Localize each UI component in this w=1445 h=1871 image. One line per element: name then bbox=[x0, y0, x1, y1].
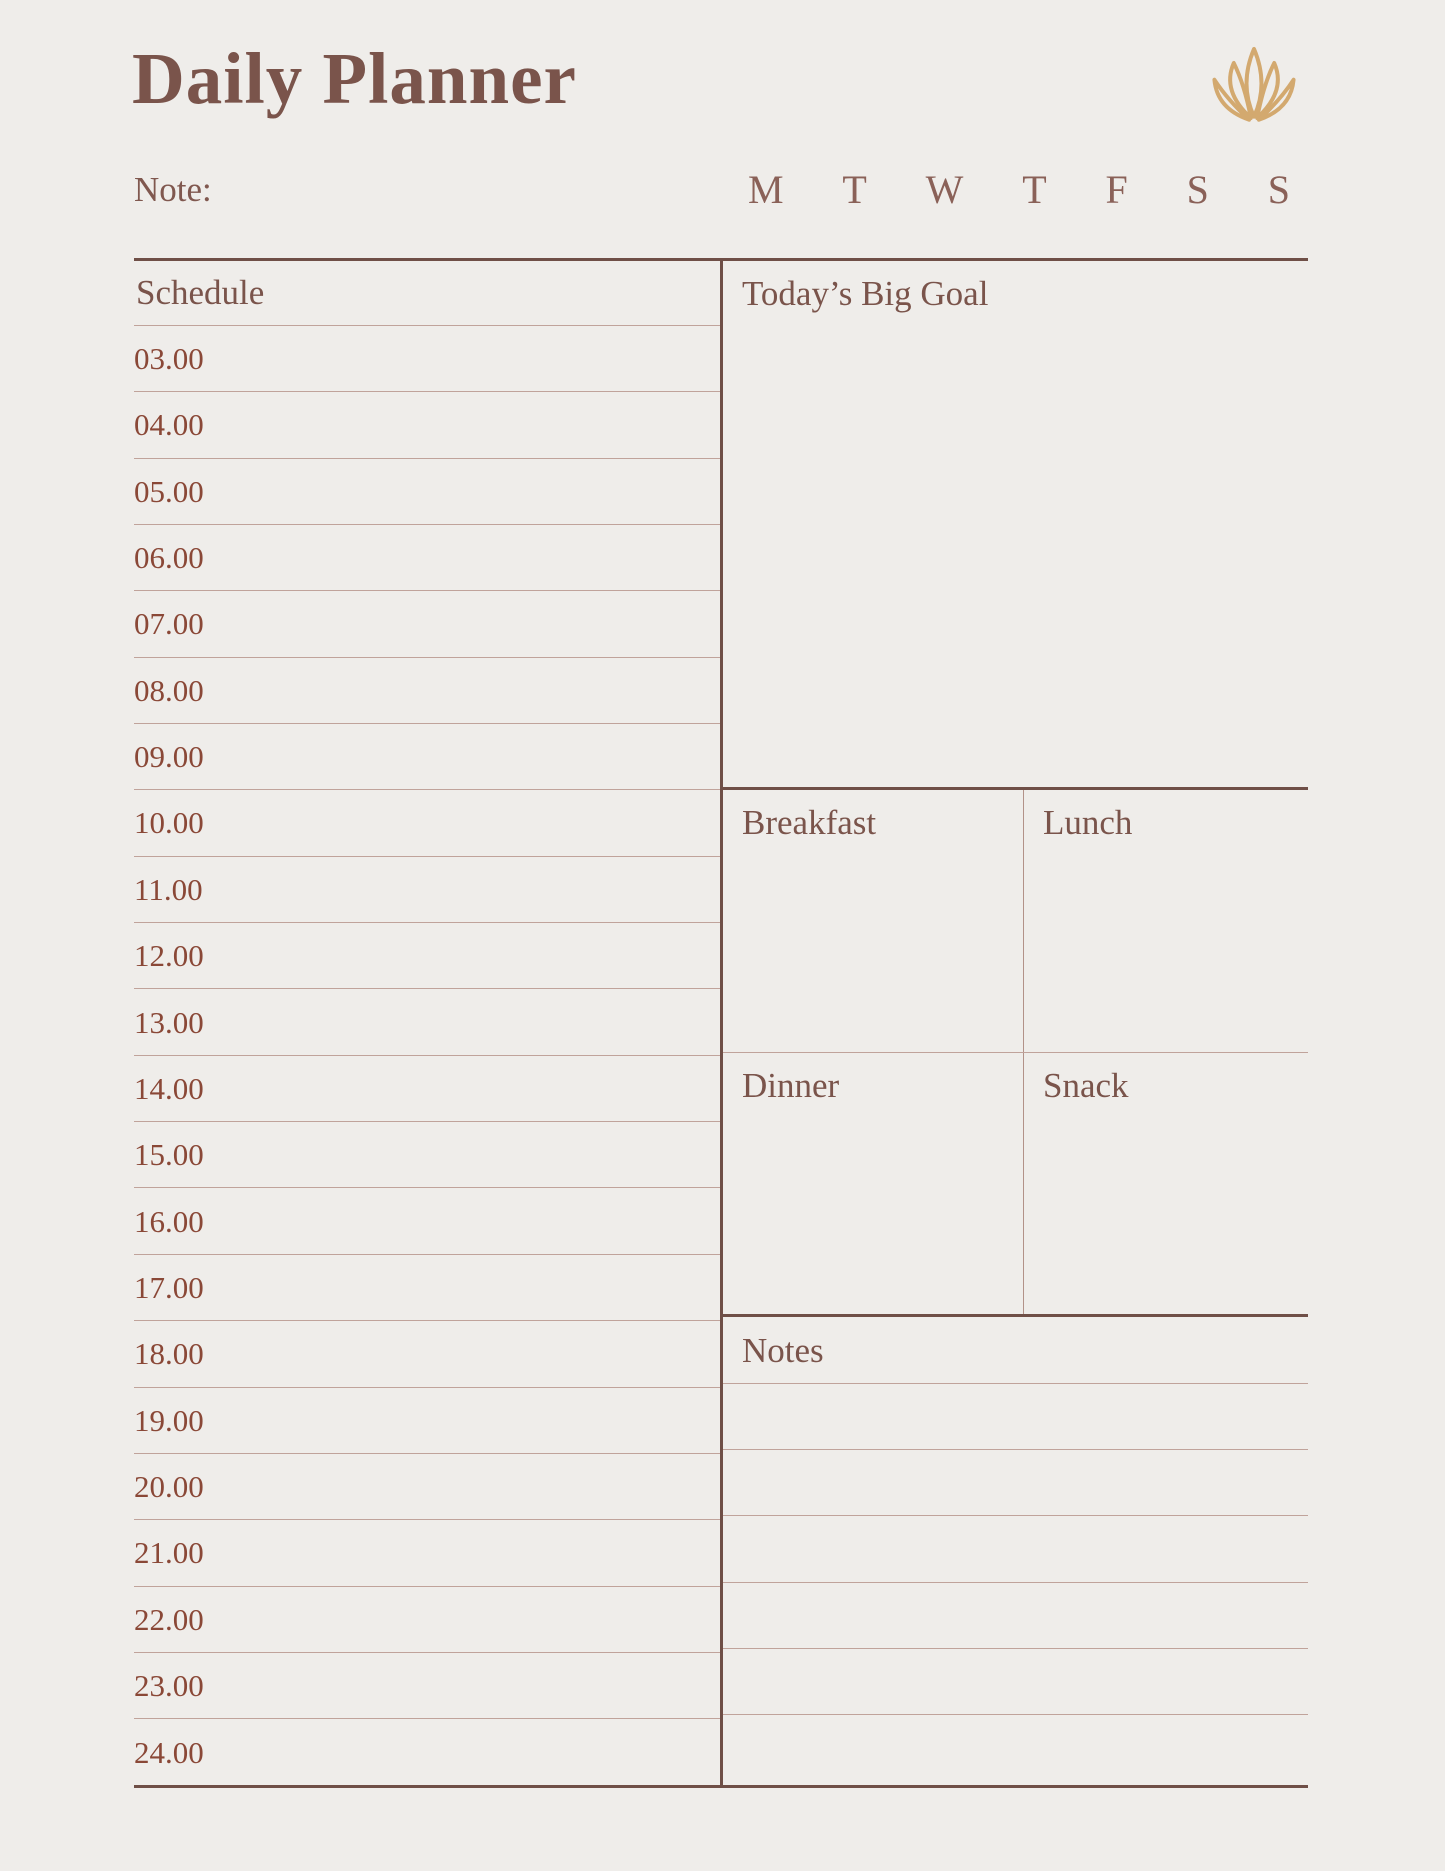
meals-row-bottom bbox=[723, 1053, 1308, 1315]
schedule-hour-row bbox=[134, 989, 720, 1055]
schedule-hour-row bbox=[134, 1719, 720, 1784]
weekday-letter: W bbox=[925, 167, 964, 212]
hour-label: 18.00 bbox=[134, 1336, 204, 1372]
weekday-letter: S bbox=[1186, 167, 1209, 212]
schedule-hour-row bbox=[134, 1056, 720, 1122]
schedule-hour-row bbox=[134, 724, 720, 790]
hour-label: 20.00 bbox=[134, 1469, 204, 1505]
hour-label: 16.00 bbox=[134, 1203, 204, 1239]
hour-label: 13.00 bbox=[134, 1004, 204, 1040]
weekday-letter: T bbox=[842, 167, 867, 212]
hour-label: 17.00 bbox=[134, 1270, 204, 1305]
breakfast-cell bbox=[723, 790, 1024, 1052]
hour-label: 04.00 bbox=[134, 407, 204, 443]
dinner-cell bbox=[723, 1053, 1024, 1315]
weekday-letter: T bbox=[1022, 167, 1047, 212]
schedule-hour-row bbox=[134, 658, 720, 724]
hour-label: 10.00 bbox=[134, 805, 204, 841]
big-goal-section bbox=[723, 261, 1308, 790]
notes-line bbox=[723, 1715, 1308, 1785]
lotus-icon bbox=[1210, 45, 1298, 130]
right-column bbox=[723, 261, 1308, 1785]
bottom-border-line bbox=[134, 1785, 1308, 1789]
notes-line bbox=[723, 1583, 1308, 1649]
schedule-hour-row bbox=[134, 790, 720, 856]
dinner-title: Dinner bbox=[742, 1066, 840, 1106]
schedule-hour-row bbox=[134, 923, 720, 989]
schedule-hour-row bbox=[134, 1520, 720, 1586]
weekday-letter: M bbox=[748, 167, 784, 212]
schedule-hour-row bbox=[134, 1255, 720, 1321]
meals-row-top bbox=[723, 790, 1308, 1053]
lunch-title: Lunch bbox=[1043, 803, 1133, 843]
schedule-hour-row bbox=[134, 1122, 720, 1188]
notes-section bbox=[723, 1317, 1308, 1784]
notes-line bbox=[723, 1649, 1308, 1715]
hour-label: 11.00 bbox=[134, 871, 203, 907]
schedule-hour-row bbox=[134, 591, 720, 657]
breakfast-title: Breakfast bbox=[742, 803, 877, 843]
big-goal-title: Today’s Big Goal bbox=[742, 273, 989, 313]
lunch-cell bbox=[1024, 790, 1308, 1052]
hour-label: 21.00 bbox=[134, 1535, 204, 1571]
notes-line bbox=[723, 1450, 1308, 1516]
hour-label: 19.00 bbox=[134, 1402, 204, 1438]
schedule-hour-row bbox=[134, 459, 720, 525]
schedule-hour-row bbox=[134, 1188, 720, 1254]
hour-label: 07.00 bbox=[134, 606, 204, 642]
hour-label: 09.00 bbox=[134, 739, 204, 775]
hour-label: 03.00 bbox=[134, 340, 204, 376]
weekday-letter: F bbox=[1105, 167, 1128, 212]
hour-label: 06.00 bbox=[134, 540, 204, 576]
schedule-title: Schedule bbox=[134, 261, 720, 326]
notes-title: Notes bbox=[723, 1317, 1308, 1383]
schedule-hour-row bbox=[134, 1321, 720, 1387]
hour-label: 23.00 bbox=[134, 1668, 204, 1704]
snack-cell bbox=[1024, 1053, 1308, 1315]
hour-label: 12.00 bbox=[134, 938, 204, 974]
hour-label: 05.00 bbox=[134, 473, 204, 509]
hour-label: 08.00 bbox=[134, 672, 204, 708]
schedule-hour-row bbox=[134, 857, 720, 923]
meals-section bbox=[723, 790, 1308, 1318]
weekday-row bbox=[748, 167, 1290, 212]
snack-title: Snack bbox=[1043, 1066, 1129, 1106]
page-title: Daily Planner bbox=[132, 38, 577, 119]
schedule-hour-row bbox=[134, 392, 720, 458]
note-label: Note: bbox=[134, 170, 212, 209]
notes-line bbox=[723, 1516, 1308, 1582]
schedule-hour-row bbox=[134, 525, 720, 591]
hour-label: 24.00 bbox=[134, 1734, 204, 1770]
schedule-hour-row bbox=[134, 326, 720, 392]
schedule-hour-row bbox=[134, 1653, 720, 1719]
schedule-hour-row bbox=[134, 1388, 720, 1454]
schedule-column bbox=[134, 261, 720, 1785]
schedule-hour-row bbox=[134, 1454, 720, 1520]
hour-label: 14.00 bbox=[134, 1070, 204, 1106]
hour-label: 22.00 bbox=[134, 1601, 204, 1637]
hour-label: 15.00 bbox=[134, 1137, 204, 1173]
weekday-letter: S bbox=[1267, 167, 1290, 212]
notes-line bbox=[723, 1384, 1308, 1450]
schedule-hour-row bbox=[134, 1587, 720, 1653]
